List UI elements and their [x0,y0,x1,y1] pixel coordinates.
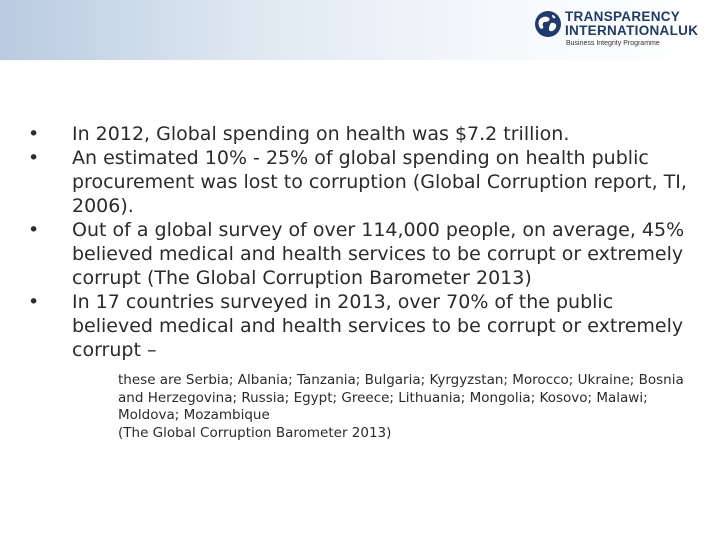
logo-title-line2 [565,23,698,38]
bullet-text: In 17 countries surveyed in 2013, over 70% of the public believed medical and health services to be corrupt or extremely corrupt – [72,291,684,361]
logo-title-uk: UK [678,23,699,38]
bullet-item [28,122,698,146]
bullet-dot: • [28,219,40,241]
logo-tagline: Business Integrity Programme [566,40,660,47]
bullet-item [28,290,698,362]
slide-content [28,122,698,442]
transparency-international-logo [534,8,714,52]
bullet-text: Out of a global survey of over 114,000 people, on average, 45% believed medical and health services to be corrupt or extremely corrupt (The Global Corruption Barometer 2013) [72,219,685,289]
logo-title-international: INTERNATIONAL [565,23,679,38]
bullet-dot: • [28,123,40,145]
bullet-item [28,218,698,290]
bullet-list [28,122,698,362]
logo-title-line1: TRANSPARENCY [565,9,681,24]
sub-note [118,372,698,442]
globe-icon [534,10,562,38]
sub-note-countries: these are Serbia; Albania; Tanzania; Bulgaria; Kyrgyzstan; Morocco; Ukraine; Bosnia and Herzegovina; Russia; Egypt; Greece; Lithuania; Mongolia; Kosovo; Malawi; Moldova; Mozambique [118,372,684,423]
bullet-item [28,146,698,218]
bullet-dot: • [28,147,40,169]
bullet-text: An estimated 10% - 25% of global spending on health public procurement was lost to corruption (Global Corruption report, TI, 2006). [72,147,687,217]
sub-note-source: (The Global Corruption Barometer 2013) [118,424,392,441]
bullet-text: In 2012, Global spending on health was $7.2 trillion. [72,123,570,145]
bullet-dot: • [28,291,40,313]
